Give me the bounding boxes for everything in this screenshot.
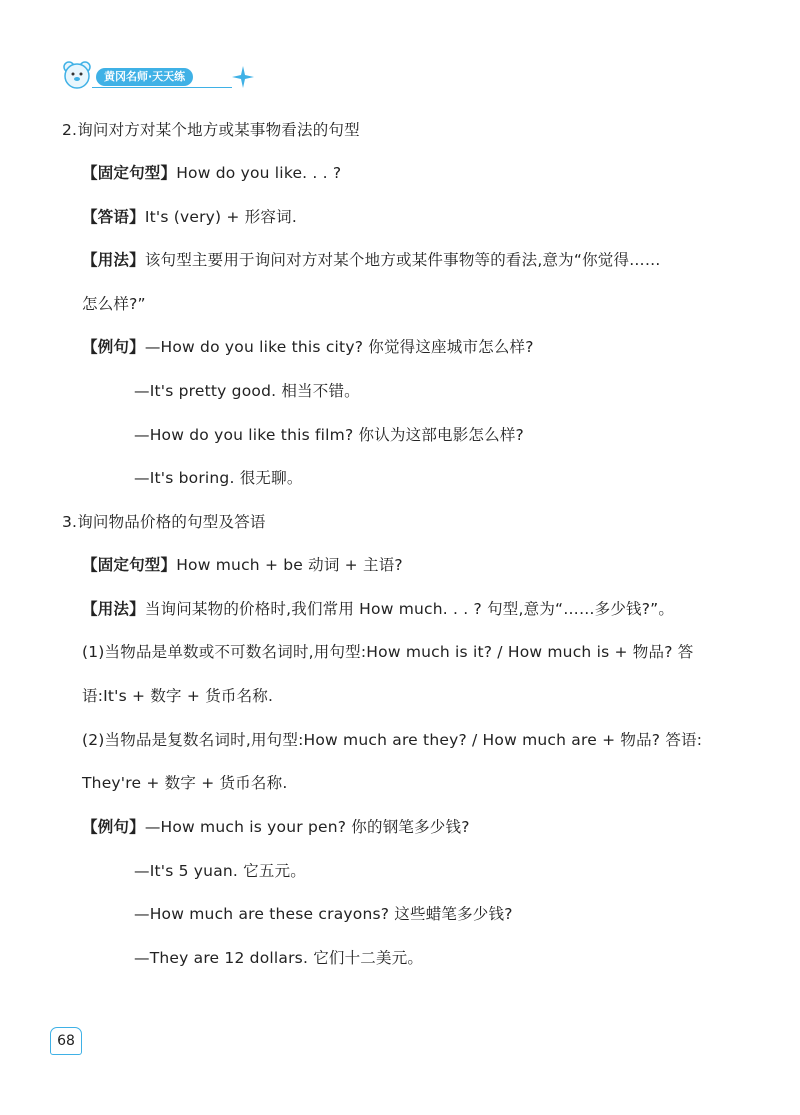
rule-line: (2)当物品是复数名词时,用句型:How much are they? / How much are + 物品? 答语:: [82, 731, 703, 749]
pattern-line: 【固定句型】How much + be 动词 + 主语?: [82, 556, 403, 574]
bear-logo-icon: [62, 60, 92, 90]
page-number: 68: [50, 1027, 82, 1055]
example-line: 【例句】—How do you like this city? 你觉得这座城市怎么样?: [82, 338, 534, 356]
section-heading: 3.询问物品价格的句型及答语: [62, 513, 266, 531]
rule-line-cont: 语:It's + 数字 + 货币名称.: [82, 687, 274, 705]
logo-text: 黄冈名师·天天练: [96, 68, 193, 86]
example-line: —It's boring. 很无聊。: [134, 469, 303, 487]
header-logo: [62, 60, 252, 94]
rule-line-cont: They're + 数字 + 货币名称.: [82, 774, 288, 792]
rule-line: (1)当物品是单数或不可数名词时,用句型:How much is it? / How much is + 物品? 答: [82, 643, 694, 661]
example-line: —They are 12 dollars. 它们十二美元。: [134, 949, 424, 967]
example-line: —How do you like this film? 你认为这部电影怎么样?: [134, 426, 524, 444]
example-line: —How much are these crayons? 这些蜡笔多少钱?: [134, 905, 513, 923]
example-line: 【例句】—How much is your pen? 你的钢笔多少钱?: [82, 818, 470, 836]
answer-line: 【答语】It's (very) + 形容词.: [82, 208, 297, 226]
header-rule: [92, 87, 232, 88]
star-icon: [232, 66, 254, 88]
usage-line: 【用法】当询问某物的价格时,我们常用 How much. . . ? 句型,意为“……多少钱?”。: [82, 600, 675, 618]
pattern-line: 【固定句型】How do you like. . . ?: [82, 164, 342, 182]
example-line: —It's 5 yuan. 它五元。: [134, 862, 306, 880]
example-line: —It's pretty good. 相当不错。: [134, 382, 360, 400]
usage-line-cont: 怎么样?”: [82, 295, 146, 313]
section-heading: 2.询问对方对某个地方或某事物看法的句型: [62, 121, 360, 139]
usage-line: 【用法】该句型主要用于询问对方对某个地方或某件事物等的看法,意为“你觉得……: [82, 251, 661, 269]
